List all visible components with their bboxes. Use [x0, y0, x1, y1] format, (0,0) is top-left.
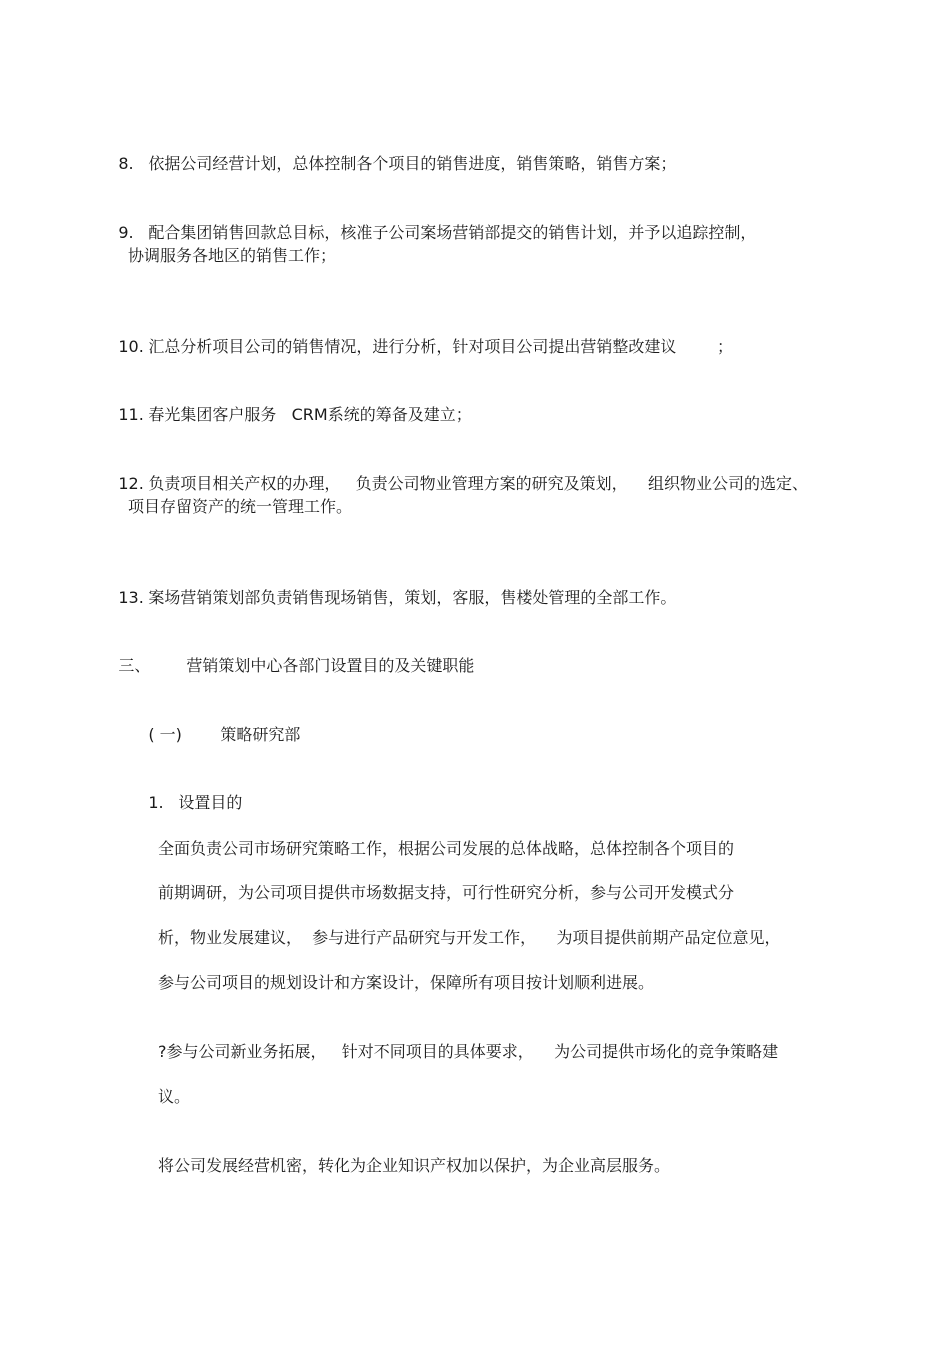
item-text: 负责项目相关产权的办理， 负责公司物业管理方案的研究及策划， 组织物业公司的选定、 [148, 474, 808, 493]
section-heading [98, 633, 474, 699]
item-number: 11. [118, 405, 144, 424]
paragraph-line: 议。 [158, 1087, 191, 1106]
point-title: 设置目的 [178, 793, 243, 812]
list-item [98, 314, 733, 380]
item-text: 配合集团销售回款总目标，核准子公司案场营销部提交的销售计划，并予以追踪控制， [148, 223, 757, 242]
item-text: 依据公司经营计划，总体控制各个项目的销售进度，销售策略，销售方案； [148, 154, 677, 173]
item-text-continued: 项目存留资产的统一管理工作。 [128, 497, 353, 516]
section-number: 三、 [118, 656, 151, 675]
list-item [98, 382, 472, 448]
paragraph-line: 前期调研，为公司项目提供市场数据支持，可行性研究分析，参与公司开发模式分 [158, 883, 735, 902]
subsection-heading [128, 702, 300, 768]
point-heading [128, 770, 242, 836]
item-text: 案场营销策划部负责销售现场销售，策划，客服，售楼处管理的全部工作。 [148, 588, 677, 607]
subsection-title: 策略研究部 [220, 725, 301, 744]
item-text-continued: 协调服务各地区的销售工作； [128, 246, 337, 265]
item-number: 12. [118, 474, 144, 493]
item-number: 13. [118, 588, 144, 607]
point-number: 1. [148, 793, 164, 812]
paragraph-line: 析，物业发展建议， 参与进行产品研究与开发工作， 为项目提供前期产品定位意见， [158, 928, 781, 947]
item-number: 9. [118, 223, 134, 242]
item-text: 春光集团客户服务 CRM系统的筹备及建立； [148, 405, 472, 424]
paragraph-line: 全面负责公司市场研究策略工作，根据公司发展的总体战略，总体控制各个项目的 [158, 839, 735, 858]
subsection-number: ( 一) [148, 725, 182, 744]
section-title: 营销策划中心各部门设置目的及关键职能 [186, 656, 475, 675]
list-item [98, 131, 676, 197]
list-item [98, 565, 676, 631]
item-number: 10. [118, 337, 144, 356]
item-text: 汇总分析项目公司的销售情况，进行分析，针对项目公司提出营销整改建议 ； [148, 337, 734, 356]
paragraph-line: 将公司发展经营机密，转化为企业知识产权加以保护，为企业高层服务。 [158, 1156, 671, 1175]
paragraph-line: 参与公司项目的规划设计和方案设计，保障所有项目按计划顺利进展。 [158, 973, 655, 992]
paragraph-line: ?参与公司新业务拓展， 针对不同项目的具体要求， 为公司提供市场化的竞争策略建 [158, 1042, 779, 1061]
item-number: 8. [118, 154, 134, 173]
